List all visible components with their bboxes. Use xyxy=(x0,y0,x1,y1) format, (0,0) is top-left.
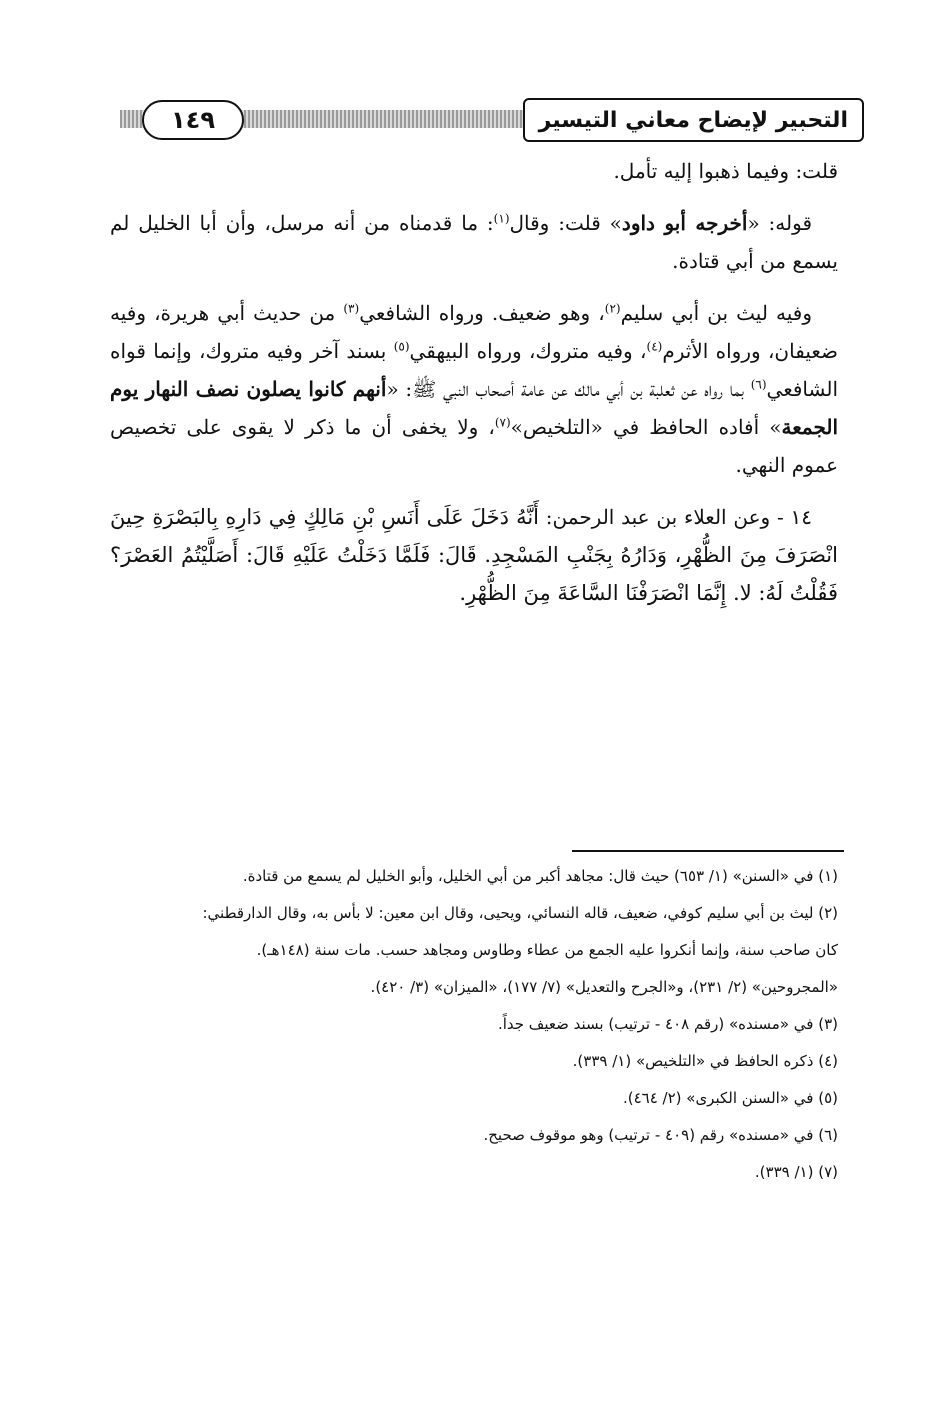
main-text xyxy=(110,152,838,626)
footnote-ref-6[interactable]: (٦) xyxy=(750,377,767,392)
hadith-number-intro: ١٤ - وعن العلاء بن عبد الرحمن: xyxy=(539,505,812,529)
footnote-6: (٦) في «مسنده» رقم (٤٠٩ - ترتيب) وهو موقوف صحيح. xyxy=(483,1126,838,1144)
footnote-ref-7[interactable]: (٧) xyxy=(494,415,511,430)
footnote-ref-1[interactable]: (١) xyxy=(493,211,510,226)
footnote-2-line-2: كان صاحب سنة، وإنما أنكروا عليه الجمع من عطاء وطاوس ومجاهد حسب. مات سنة (١٤٨هـ). xyxy=(256,941,838,959)
footnote-5: (٥) في «السنن الكبرى» (٢/ ٤٦٤). xyxy=(622,1089,838,1107)
paragraph-1: قلت: وفيما ذهبوا إليه تأمل. xyxy=(613,159,838,183)
text-run: » أفاده الحافظ في «التلخيص» xyxy=(510,415,782,439)
footnote-separator xyxy=(572,850,844,852)
text-run: بسند آخر وفيه متروك، وإنما قواه الشافعي xyxy=(110,339,839,401)
footnotes xyxy=(110,866,838,1199)
text-run: بما رواه عن ثعلبة بن أبي مالك عن عامة أصحاب النبي ﷺ: « xyxy=(386,377,751,401)
paragraph-4-hadith xyxy=(110,498,838,612)
text-run: ، ولا يخفى أن ما ذكر لا يقوى على تخصيص عموم النهي. xyxy=(110,415,838,477)
text-run: » قلت: وقال xyxy=(509,211,622,235)
footnote-ref-5[interactable]: (٥) xyxy=(393,339,410,354)
page-number: ١٤٩ xyxy=(142,100,244,140)
text-run: وفيه ليث بن أبي سليم xyxy=(620,301,812,325)
footnote-2-line-3: «المجروحين» (٢/ ٢٣١)، و«الجرح والتعديل» (٧/ ١٧٧)، «الميزان» (٣/ ٤٢٠). xyxy=(370,978,838,996)
paragraph-2 xyxy=(110,204,838,280)
footnote-2-line-1: (٢) ليث بن أبي سليم كوفي، ضعيف، قاله النسائي، ويحيى، وقال ابن معين: لا بأس به، وقال الدارقطني: xyxy=(202,904,838,922)
footnote-3: (٣) في «مسنده» (رقم ٤٠٨ - ترتيب) بسند ضعيف جداً. xyxy=(497,1015,838,1033)
footnote-ref-3[interactable]: (٣) xyxy=(343,301,360,316)
text-run: ، وفيه متروك، ورواه البيهقي xyxy=(409,339,647,363)
paragraph-3 xyxy=(110,294,838,484)
text-run: من حديث أبي هريرة، وفيه ضعيفان، ورواه الأثرم xyxy=(110,301,839,363)
footnote-ref-4[interactable]: (٤) xyxy=(646,339,663,354)
book-title: التحبير لإيضاح معاني التيسير xyxy=(523,98,864,142)
footnote-ref-2[interactable]: (٢) xyxy=(604,301,621,316)
text-run: : ما قدمناه من أنه مرسل، وأن أبا الخليل لم يسمع من أبي قتادة. xyxy=(110,211,838,273)
text-run: ، وهو ضعيف. ورواه الشافعي xyxy=(359,301,605,325)
footnote-2 xyxy=(110,903,838,997)
footnote-7: (٧) (١/ ٣٣٩). xyxy=(754,1163,838,1181)
hadith-text: أَنَّهُ دَخَلَ عَلَى أَنَسِ بْنِ مَالِكٍ فِي دَارِهِ بِالبَصْرَةِ حِينَ انْصَرَفَ مِنَ الظُّهْرِ، وَدَارُهُ بِجَنْبِ المَسْجِدِ. قَالَ: فَلَمَّا دَخَلْتُ عَلَيْهِ قَالَ: أَصَلَّيْتُمُ العَصْرَ؟ فَقُلْتُ لَهُ: لا. إِنَّمَا انْصَرَفْنَا السَّاعَةَ مِنَ الظُّهْرِ. xyxy=(110,505,838,605)
text-run: قوله: « xyxy=(747,211,813,235)
footnote-4: (٤) ذكره الحافظ في «التلخيص» (١/ ٣٣٩). xyxy=(572,1052,838,1070)
footnote-1: (١) في «السنن» (١/ ٦٥٣) حيث قال: مجاهد أكبر من أبي الخليل، وأبو الخليل لم يسمع من قتادة. xyxy=(242,867,838,885)
running-header xyxy=(120,100,860,148)
bold-citation: أخرجه أبو داود xyxy=(621,211,748,235)
bold-quote: أنهم كانوا يصلون نصف النهار يوم الجمعة xyxy=(110,377,839,439)
